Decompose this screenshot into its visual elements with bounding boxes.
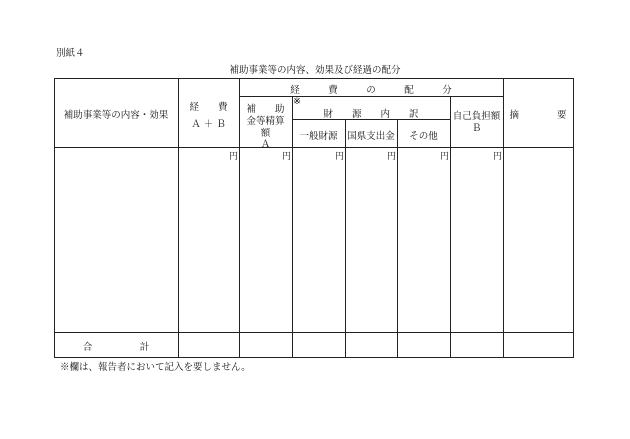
unit-yen-others: 円 bbox=[440, 152, 450, 162]
header-subsidy-4: Ａ bbox=[260, 139, 271, 150]
header-funding-breakdown: 財 源 内 訳 bbox=[323, 109, 419, 120]
header-subsidy-2: 金等精算 bbox=[246, 116, 285, 127]
unit-yen-self-burden: 円 bbox=[493, 152, 503, 162]
header-content-effect: 補助事業等の内容・効果 bbox=[63, 110, 169, 121]
unit-yen-prefectural: 円 bbox=[387, 152, 397, 162]
header-self-burden-b: Ｂ bbox=[471, 123, 482, 134]
header-subsidy-3: 額 bbox=[260, 128, 271, 139]
row-total-label: 合 計 bbox=[82, 342, 150, 353]
document-title: 補助事業等の内容、効果及び経過の配分 bbox=[229, 65, 401, 76]
header-others: その他 bbox=[409, 131, 438, 142]
header-general-funds: 一般財源 bbox=[299, 131, 338, 142]
footnote: ※欄は、報告者において記入を要しません。 bbox=[60, 362, 251, 373]
header-remarks: 摘 要 bbox=[509, 110, 567, 121]
header-cost-formula: Ａ ＋ Ｂ bbox=[191, 119, 226, 130]
unit-yen-subsidy: 円 bbox=[282, 152, 292, 162]
header-prefectural-funds: 国県支出金 bbox=[347, 131, 395, 142]
header-cost: 経 費 bbox=[189, 102, 228, 113]
attachment-label: 別紙４ bbox=[56, 48, 85, 59]
unit-yen-general: 円 bbox=[335, 152, 345, 162]
note-mark: ※ bbox=[293, 96, 301, 107]
unit-yen-cost: 円 bbox=[229, 152, 239, 162]
header-expense-allocation: 経 費 の 配 分 bbox=[290, 85, 452, 96]
header-subsidy-1: 補 助 bbox=[246, 104, 285, 115]
header-self-burden: 自己負担額 bbox=[452, 111, 501, 122]
